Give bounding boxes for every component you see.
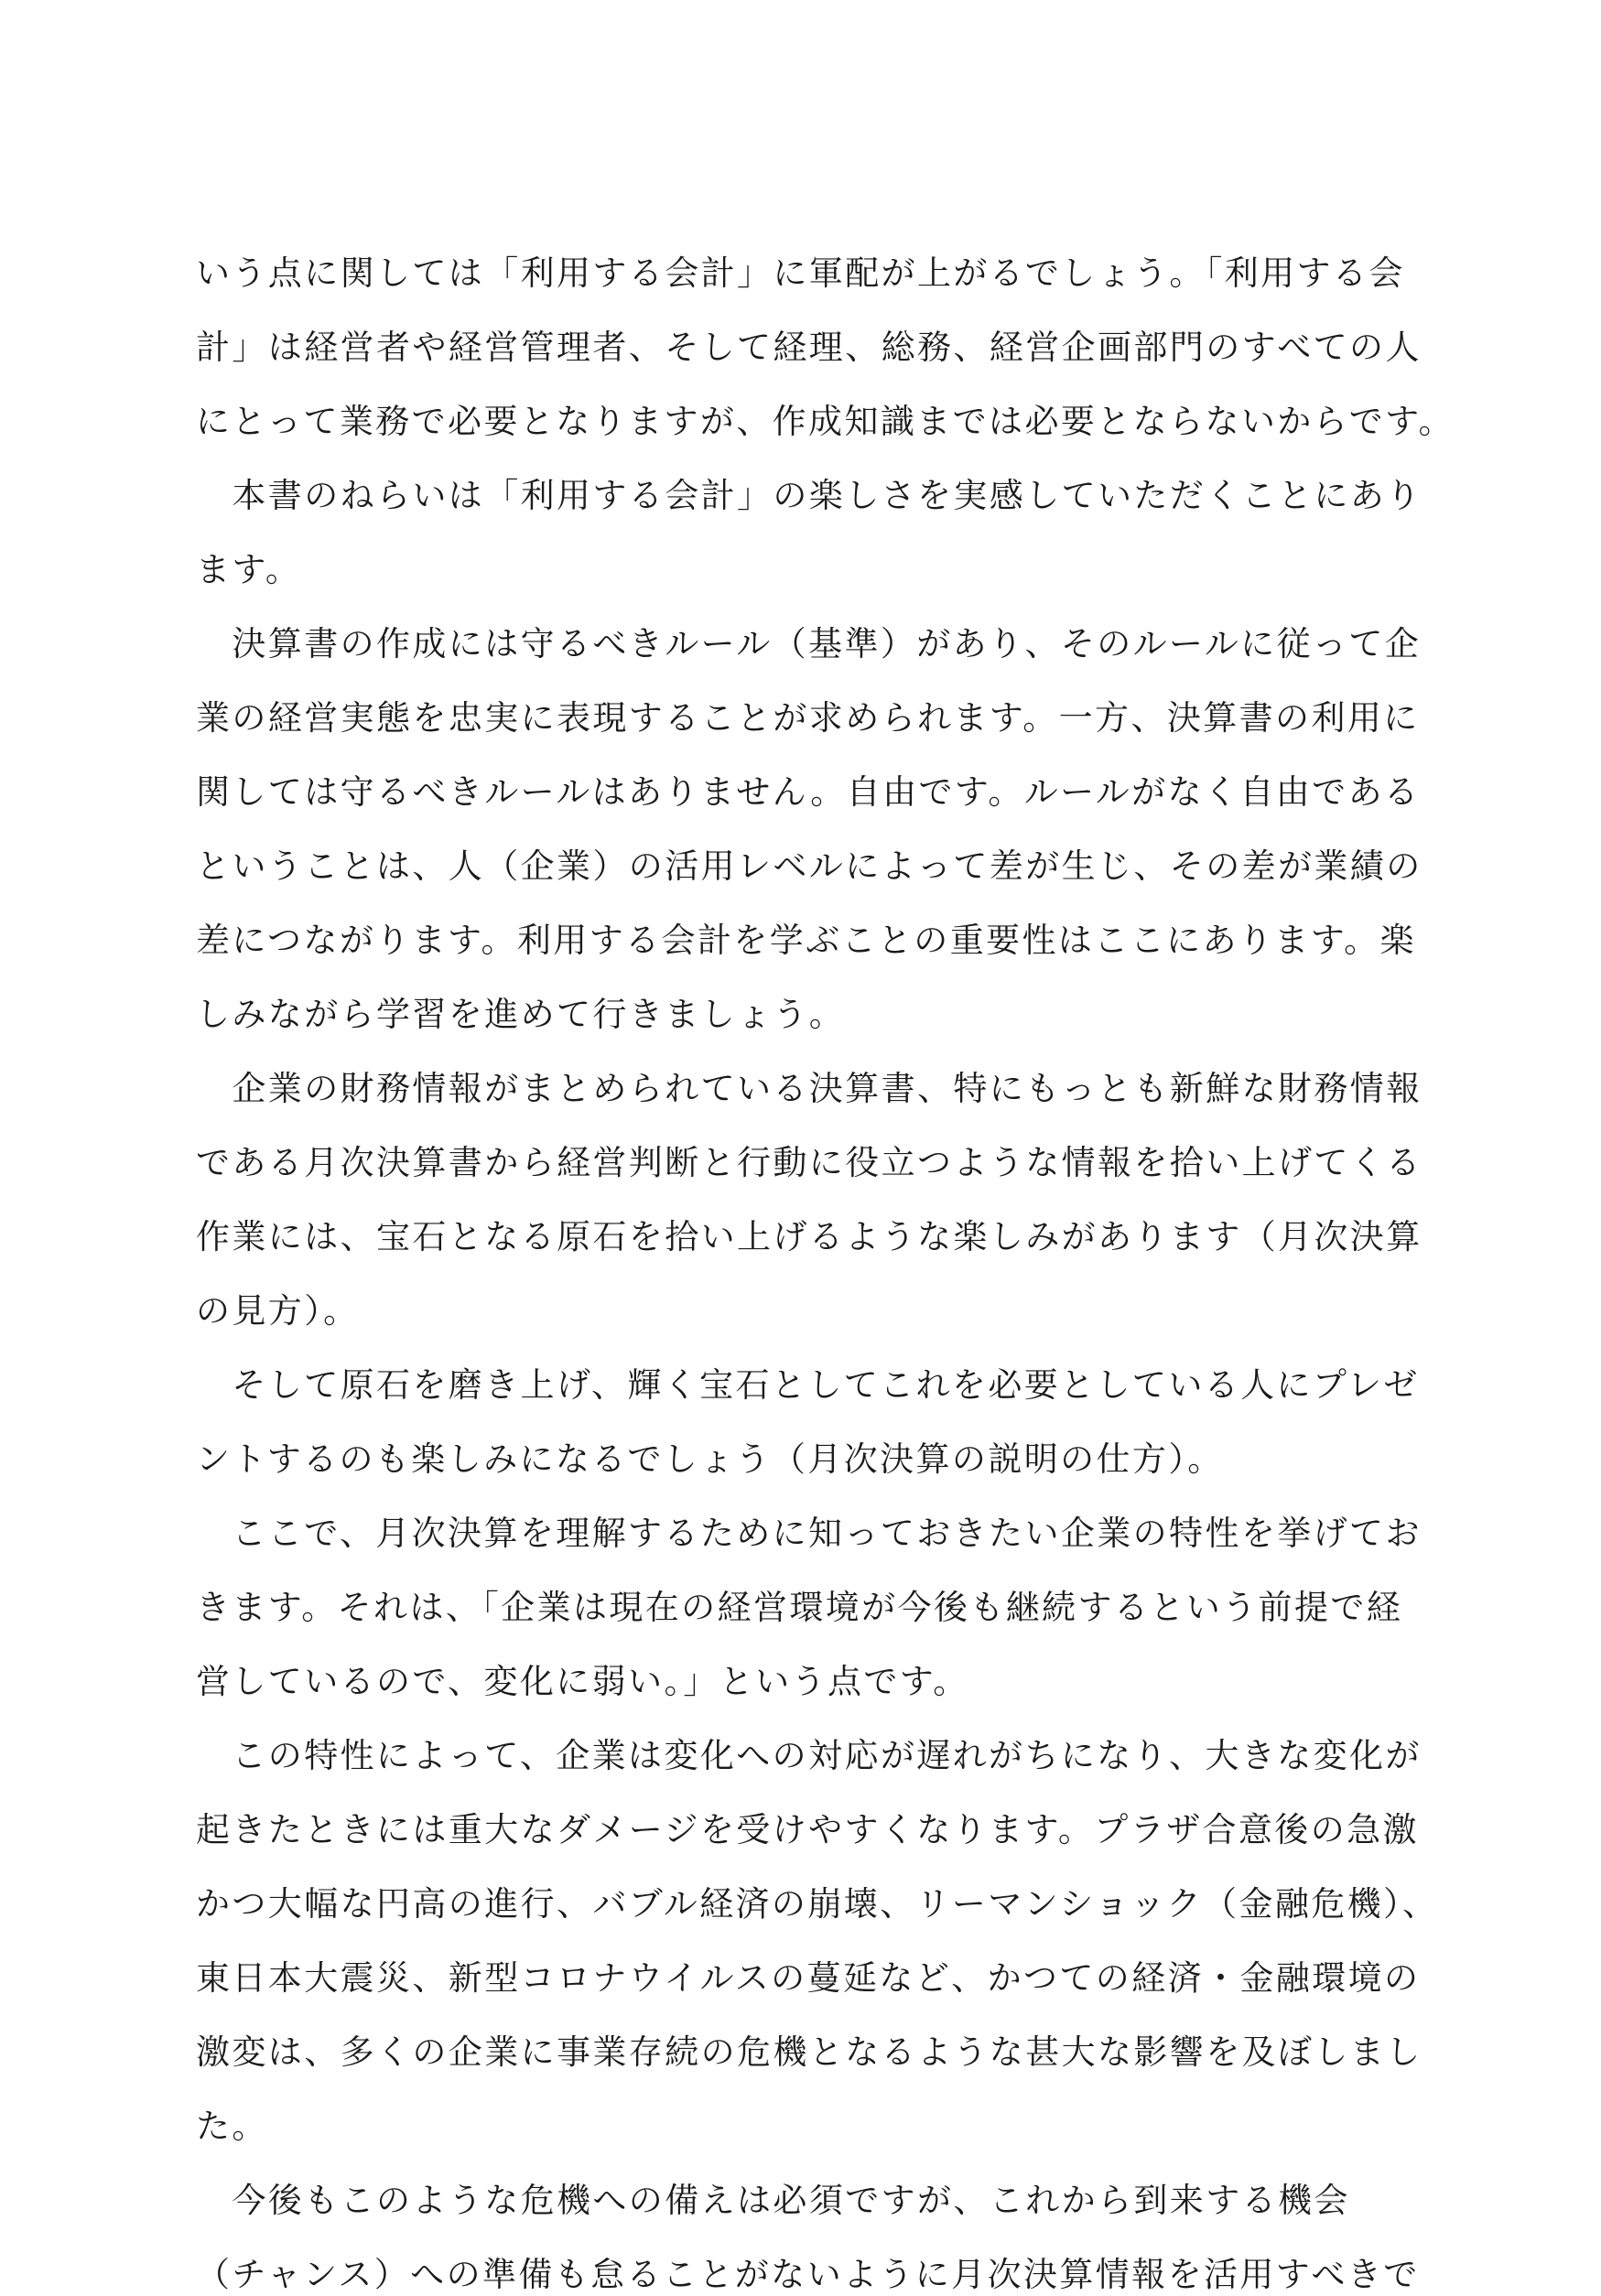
text-line: かつ大幅な円高の進行、バブル経済の崩壊、リーマンショック（金融危機）、 (196, 1884, 1439, 1924)
text-line: 作業には、宝石となる原石を拾い上げるような楽しみがあります（月次決算 (196, 1217, 1423, 1256)
text-line: ます。 (196, 550, 302, 589)
text-line: 決算書の作成には守るべきルール（基準）があり、そのルールに従って企 (196, 624, 1422, 663)
text-line: ントするのも楽しみになるでしょう（月次決算の説明の仕方）。 (196, 1439, 1224, 1479)
text-line: た。 (196, 2107, 268, 2146)
text-line: そして原石を磨き上げ、輝く宝石としてこれを必要としている人にプレゼ (196, 1365, 1420, 1405)
text-line: この特性によって、企業は変化への対応が遅れがちになり、大きな変化が (196, 1736, 1422, 1775)
text-line: 激変は、多くの企業に事業存続の危機となるような甚大な影響を及ぼしまし (196, 2032, 1423, 2072)
text-line: 本書のねらいは「利用する会計」の楽しさを実感していただくことにあり (196, 476, 1423, 515)
text-line: ここで、月次決算を理解するために知っておきたい企業の特性を挙げてお (196, 1514, 1422, 1553)
text-line: きます。それは、「企業は現在の経営環境が今後も継続するという前提で経 (196, 1588, 1403, 1627)
text-line: 東日本大震災、新型コロナウイルスの蔓延など、かつての経済・金融環境の (196, 1958, 1421, 1998)
text-line: にとって業務で必要となりますが、作成知識までは必要とならないからです。 (196, 402, 1455, 441)
text-line: 計」は経営者や経営管理者、そして経理、総務、経営企画部門のすべての人 (196, 328, 1422, 367)
text-line: （チャンス）への準備も怠ることがないように月次決算情報を活用すべきで (196, 2255, 1420, 2294)
text-line: 今後もこのような危機への備えは必須ですが、これから到来する機会 (196, 2181, 1350, 2220)
text-line: 企業の財務情報がまとめられている決算書、特にもっとも新鮮な財務情報 (196, 1069, 1423, 1108)
text-line: の見方）。 (196, 1291, 360, 1331)
text-line: である月次決算書から経営判断と行動に役立つような情報を拾い上げてくる (196, 1143, 1423, 1182)
text-line: 営しているので、変化に弱い。」という点です。 (196, 1662, 969, 1701)
text-line: 差につながります。利用する会計を学ぶことの重要性はここにあります。楽 (196, 921, 1416, 960)
text-line: しみながら学習を進めて行きましょう。 (196, 995, 846, 1034)
text-line: いう点に関しては「利用する会計」に軍配が上がるでしょう。「利用する会 (196, 253, 1405, 293)
text-line: 関しては守るべきルールはありません。自由です。ルールがなく自由である (196, 772, 1421, 812)
text-line: ということは、人（企業）の活用レベルによって差が生じ、その差が業績の (196, 846, 1423, 886)
text-line: 業の経営実態を忠実に表現することが求められます。一方、決算書の利用に (196, 698, 1420, 738)
text-line: 起きたときには重大なダメージを受けやすくなります。プラザ合意後の急激 (196, 1810, 1419, 1849)
